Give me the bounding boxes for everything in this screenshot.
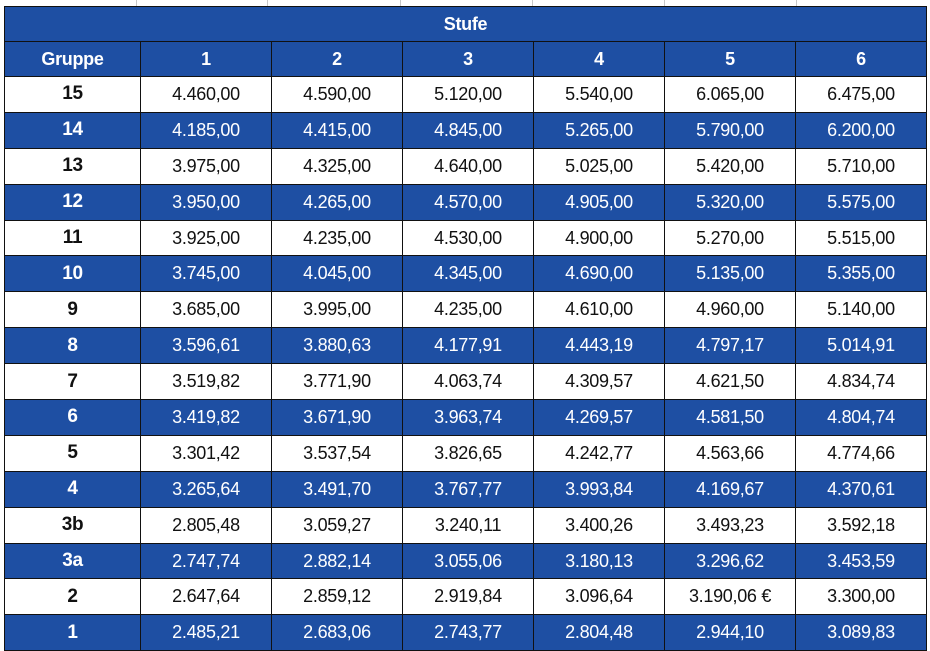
value-cell: 4.834,74	[796, 364, 927, 400]
value-cell: 2.805,48	[141, 507, 272, 543]
value-cell: 3.296,62	[665, 543, 796, 579]
table-row	[5, 256, 927, 292]
value-cell: 5.270,00	[665, 220, 796, 256]
value-cell: 2.683,06	[272, 615, 403, 651]
value-cell: 5.540,00	[534, 77, 665, 113]
value-cell: 2.743,77	[403, 615, 534, 651]
value-cell: 3.059,27	[272, 507, 403, 543]
value-cell: 4.774,66	[796, 435, 927, 471]
value-cell: 4.309,57	[534, 364, 665, 400]
stufe-column-header: 5	[665, 42, 796, 77]
table-header	[5, 7, 927, 77]
table-row	[5, 471, 927, 507]
table-row	[5, 507, 927, 543]
value-cell: 5.120,00	[403, 77, 534, 113]
value-cell: 4.563,66	[665, 435, 796, 471]
value-cell: 3.880,63	[272, 328, 403, 364]
value-cell: 4.690,00	[534, 256, 665, 292]
value-cell: 3.537,54	[272, 435, 403, 471]
table-row	[5, 148, 927, 184]
table-body	[5, 77, 927, 651]
value-cell: 3.925,00	[141, 220, 272, 256]
value-cell: 4.169,67	[665, 471, 796, 507]
value-cell: 5.140,00	[796, 292, 927, 328]
value-cell: 3.301,42	[141, 435, 272, 471]
value-cell: 3.453,59	[796, 543, 927, 579]
column-header-row	[5, 42, 927, 77]
value-cell: 5.515,00	[796, 220, 927, 256]
value-cell: 4.590,00	[272, 77, 403, 113]
value-cell: 4.185,00	[141, 112, 272, 148]
value-cell: 6.475,00	[796, 77, 927, 113]
value-cell: 6.200,00	[796, 112, 927, 148]
gruppe-cell: 11	[5, 220, 141, 256]
value-cell: 3.975,00	[141, 148, 272, 184]
value-cell: 3.300,00	[796, 579, 927, 615]
value-cell: 3.519,82	[141, 364, 272, 400]
value-cell: 5.025,00	[534, 148, 665, 184]
value-cell: 5.790,00	[665, 112, 796, 148]
table-row	[5, 579, 927, 615]
value-cell: 3.950,00	[141, 184, 272, 220]
value-cell: 4.581,50	[665, 400, 796, 436]
gruppe-cell: 12	[5, 184, 141, 220]
gruppe-cell: 1	[5, 615, 141, 651]
table-row	[5, 184, 927, 220]
table-row	[5, 328, 927, 364]
value-cell: 2.944,10	[665, 615, 796, 651]
value-cell: 3.671,90	[272, 400, 403, 436]
gruppe-cell: 4	[5, 471, 141, 507]
table-row	[5, 400, 927, 436]
value-cell: 5.320,00	[665, 184, 796, 220]
value-cell: 4.960,00	[665, 292, 796, 328]
table-row	[5, 364, 927, 400]
table-row	[5, 112, 927, 148]
gruppe-cell: 7	[5, 364, 141, 400]
value-cell: 3.190,06 €	[665, 579, 796, 615]
value-cell: 3.592,18	[796, 507, 927, 543]
value-cell: 3.767,77	[403, 471, 534, 507]
value-cell: 4.345,00	[403, 256, 534, 292]
value-cell: 4.265,00	[272, 184, 403, 220]
value-cell: 5.575,00	[796, 184, 927, 220]
gruppe-cell: 8	[5, 328, 141, 364]
value-cell: 2.859,12	[272, 579, 403, 615]
value-cell: 5.355,00	[796, 256, 927, 292]
table-row	[5, 292, 927, 328]
value-cell: 4.570,00	[403, 184, 534, 220]
value-cell: 2.919,84	[403, 579, 534, 615]
value-cell: 4.530,00	[403, 220, 534, 256]
value-cell: 3.400,26	[534, 507, 665, 543]
gruppe-cell: 3a	[5, 543, 141, 579]
value-cell: 4.063,74	[403, 364, 534, 400]
value-cell: 5.014,91	[796, 328, 927, 364]
value-cell: 3.491,70	[272, 471, 403, 507]
table-row	[5, 220, 927, 256]
value-cell: 3.685,00	[141, 292, 272, 328]
value-cell: 4.640,00	[403, 148, 534, 184]
value-cell: 4.415,00	[272, 112, 403, 148]
value-cell: 3.493,23	[665, 507, 796, 543]
value-cell: 2.485,21	[141, 615, 272, 651]
value-cell: 5.135,00	[665, 256, 796, 292]
value-cell: 5.710,00	[796, 148, 927, 184]
gruppe-header: Gruppe	[5, 42, 141, 77]
gruppe-cell: 2	[5, 579, 141, 615]
gruppe-cell: 9	[5, 292, 141, 328]
value-cell: 3.089,83	[796, 615, 927, 651]
value-cell: 4.177,91	[403, 328, 534, 364]
value-cell: 3.180,13	[534, 543, 665, 579]
value-cell: 4.443,19	[534, 328, 665, 364]
value-cell: 3.055,06	[403, 543, 534, 579]
value-cell: 4.235,00	[272, 220, 403, 256]
value-cell: 3.745,00	[141, 256, 272, 292]
value-cell: 3.995,00	[272, 292, 403, 328]
table-row	[5, 543, 927, 579]
value-cell: 4.460,00	[141, 77, 272, 113]
value-cell: 6.065,00	[665, 77, 796, 113]
value-cell: 4.797,17	[665, 328, 796, 364]
gruppe-cell: 5	[5, 435, 141, 471]
gruppe-cell: 15	[5, 77, 141, 113]
gruppe-cell: 10	[5, 256, 141, 292]
value-cell: 4.610,00	[534, 292, 665, 328]
value-cell: 2.882,14	[272, 543, 403, 579]
value-cell: 2.804,48	[534, 615, 665, 651]
salary-table	[4, 6, 927, 651]
value-cell: 4.845,00	[403, 112, 534, 148]
value-cell: 4.370,61	[796, 471, 927, 507]
value-cell: 3.240,11	[403, 507, 534, 543]
value-cell: 4.235,00	[403, 292, 534, 328]
table-row	[5, 615, 927, 651]
value-cell: 4.045,00	[272, 256, 403, 292]
value-cell: 4.905,00	[534, 184, 665, 220]
value-cell: 3.596,61	[141, 328, 272, 364]
value-cell: 3.771,90	[272, 364, 403, 400]
value-cell: 2.647,64	[141, 579, 272, 615]
stufe-column-header: 1	[141, 42, 272, 77]
value-cell: 2.747,74	[141, 543, 272, 579]
value-cell: 5.420,00	[665, 148, 796, 184]
stufe-column-header: 2	[272, 42, 403, 77]
value-cell: 4.804,74	[796, 400, 927, 436]
value-cell: 3.419,82	[141, 400, 272, 436]
value-cell: 4.325,00	[272, 148, 403, 184]
value-cell: 4.242,77	[534, 435, 665, 471]
value-cell: 3.096,64	[534, 579, 665, 615]
gruppe-cell: 14	[5, 112, 141, 148]
stufe-column-header: 6	[796, 42, 927, 77]
gruppe-cell: 13	[5, 148, 141, 184]
gruppe-cell: 6	[5, 400, 141, 436]
table-row	[5, 435, 927, 471]
stufe-column-header: 3	[403, 42, 534, 77]
stufe-header-row	[5, 7, 927, 42]
value-cell: 5.265,00	[534, 112, 665, 148]
value-cell: 3.265,64	[141, 471, 272, 507]
value-cell: 4.900,00	[534, 220, 665, 256]
stufe-header: Stufe	[5, 7, 927, 42]
value-cell: 3.993,84	[534, 471, 665, 507]
value-cell: 3.963,74	[403, 400, 534, 436]
stufe-column-header: 4	[534, 42, 665, 77]
table-row	[5, 77, 927, 113]
value-cell: 4.621,50	[665, 364, 796, 400]
gruppe-cell: 3b	[5, 507, 141, 543]
value-cell: 3.826,65	[403, 435, 534, 471]
value-cell: 4.269,57	[534, 400, 665, 436]
